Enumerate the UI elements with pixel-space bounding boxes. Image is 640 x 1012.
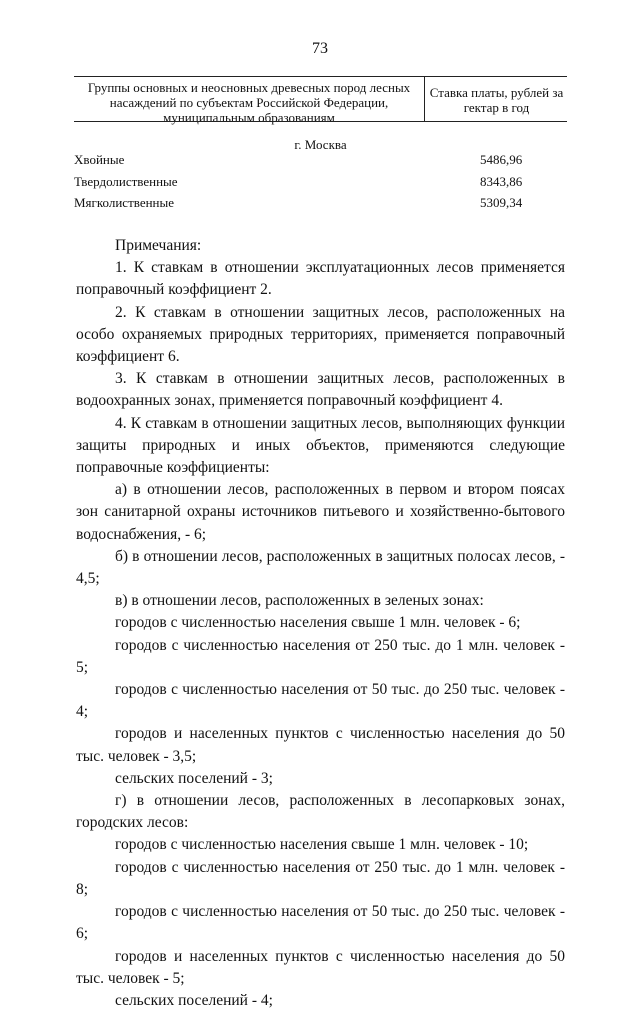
note-paragraph: а) в отношении лесов, расположенных в первом и втором поясах зон санитарной охраны источников питьевого и хозяйственно-бытового водоснабжения, - 6; [76, 481, 565, 543]
table-row [74, 174, 567, 194]
note-paragraph: б) в отношении лесов, расположенных в защитных полосах лесов, - 4,5; [76, 547, 565, 588]
table-row [74, 152, 567, 172]
note-paragraph: городов и населенных пунктов с численностью населения до 50 тыс. человек - 3,5; [76, 725, 565, 765]
note-paragraph: городов с численностью населения от 50 тыс. до 250 тыс. человек - 4; [76, 681, 565, 721]
table-row [74, 195, 567, 215]
note-paragraph: городов с численностью населения свыше 1 млн. человек - 10; [115, 836, 529, 854]
note-paragraph: в) в отношении лесов, расположенных в зеленых зонах: [115, 592, 484, 610]
table-top-rule [74, 76, 567, 77]
note-paragraph: 1. К ставкам в отношении эксплуатационных лесов применяется поправочный коэффициент 2. [76, 259, 565, 299]
table-header-rule [74, 121, 567, 122]
note-paragraph: городов с численностью населения от 250 тыс. до 1 млн. человек - 5; [76, 636, 565, 676]
table-header-rate: Ставка платы, рублей за гектар в год [429, 85, 564, 115]
note-paragraph: г) в отношении лесов, расположенных в лесопарковых зонах, городских лесов: [76, 792, 565, 832]
note-paragraph: городов и населенных пунктов с численностью населения до 50 тыс. человек - 5; [76, 947, 565, 987]
table-cell-rate: 8343,86 [480, 174, 523, 189]
note-paragraph: городов с численностью населения от 50 тыс. до 250 тыс. человек - 6; [76, 903, 565, 943]
table-column-divider [424, 77, 425, 121]
table-cell-name: Твердолиственные [74, 174, 178, 189]
table-cell-rate: 5309,34 [480, 195, 523, 210]
table-cell-name: Хвойные [74, 152, 125, 167]
note-paragraph: 4. К ставкам в отношении защитных лесов, выполняющих функции защиты природных и иных объектов, применяются следующие поправочные коэффициенты: [76, 414, 565, 477]
note-paragraph: 2. К ставкам в отношении защитных лесов, расположенных на особо охраняемых природных территориях, применяется поправочный коэффициент 6. [76, 303, 565, 366]
note-paragraph: сельских поселений - 4; [115, 991, 273, 1009]
notes-section [76, 235, 565, 1012]
table-cell-rate: 5486,96 [480, 152, 523, 167]
page-number: 73 [312, 40, 328, 57]
table-region-label: г. Москва [294, 137, 347, 152]
note-paragraph: сельских поселений - 3; [115, 769, 273, 787]
note-paragraph: 3. К ставкам в отношении защитных лесов, расположенных в водоохранных зонах, применяется поправочный коэффициент 4. [76, 370, 565, 410]
notes-heading: Примечания: [115, 237, 202, 254]
table-cell-name: Мягколиственные [74, 195, 175, 210]
note-paragraph: городов с численностью населения от 250 тыс. до 1 млн. человек - 8; [76, 858, 565, 898]
note-paragraph: городов с численностью населения свыше 1 млн. человек - 6; [115, 614, 521, 632]
table-header-groups: Группы основных и неосновных древесных пород лесных насаждений по субъектам Российской Федерации, муниципальным образованиям [87, 80, 411, 125]
